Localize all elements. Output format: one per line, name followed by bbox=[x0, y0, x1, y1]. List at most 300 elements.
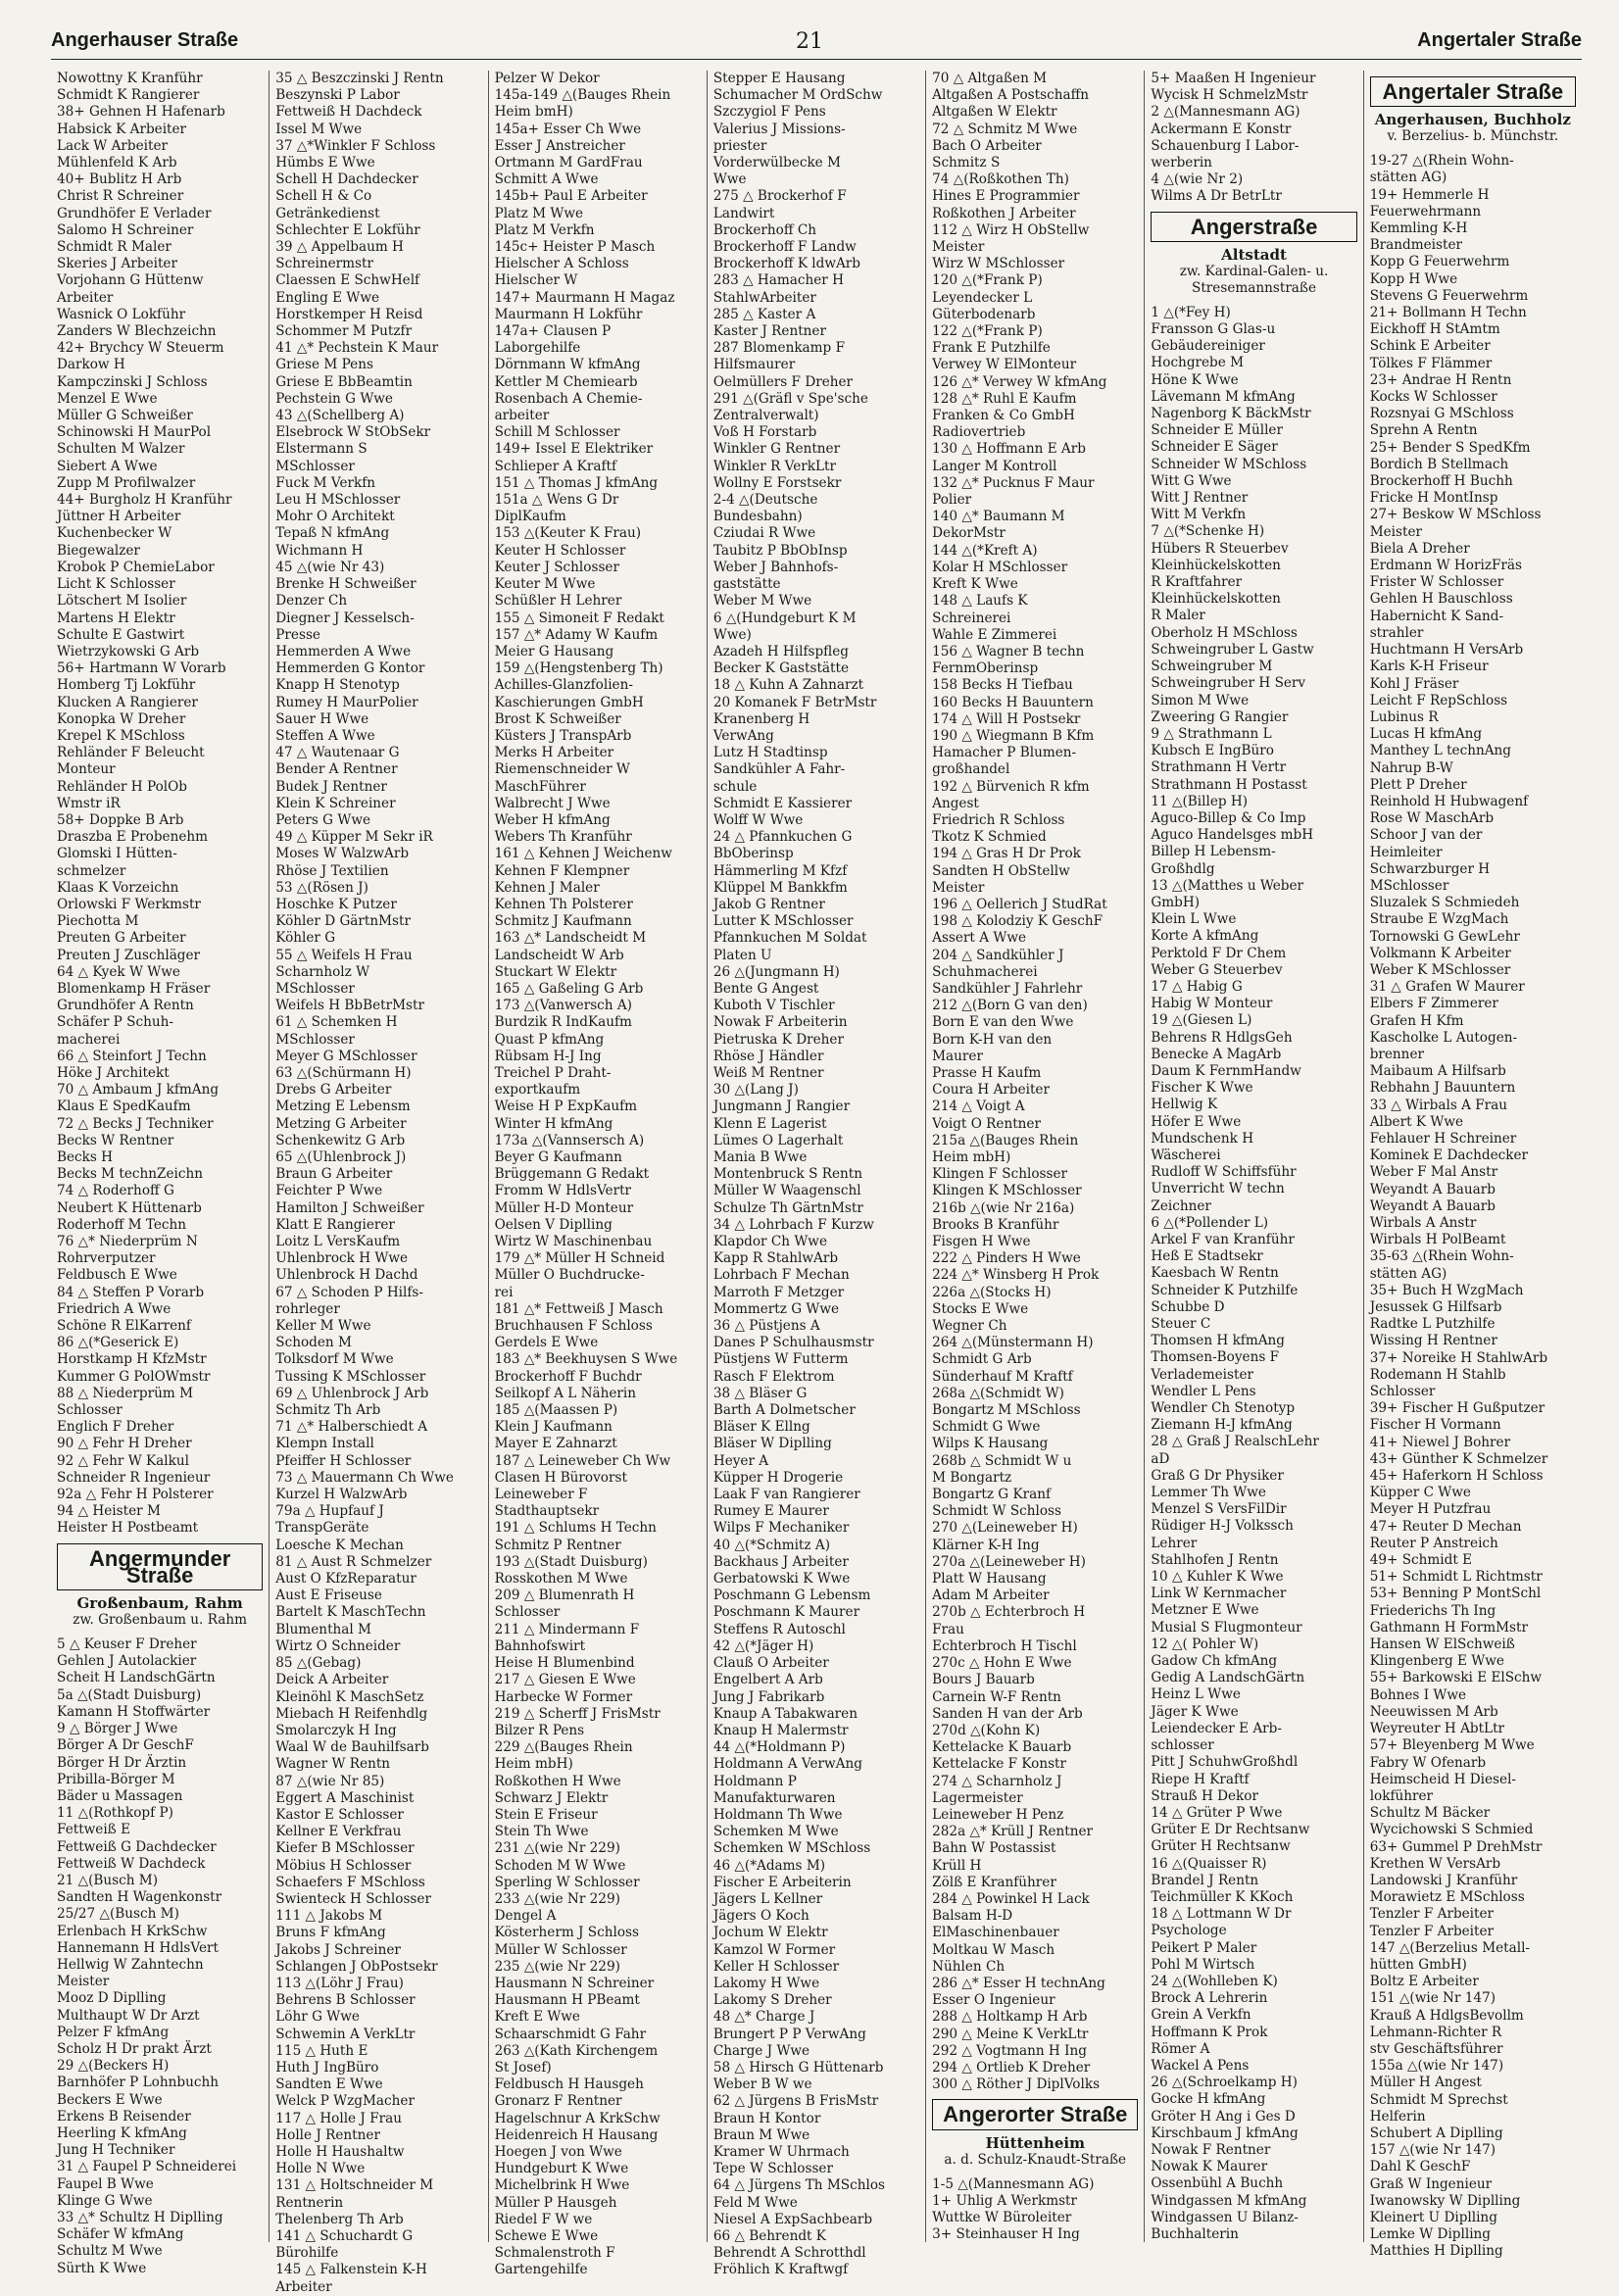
directory-entry: Loesche K Mechan bbox=[275, 1537, 404, 1553]
directory-entry: 284 △ Powinkel H Lack bbox=[932, 1890, 1090, 1907]
directory-entry: Rodemann H Stahlb bbox=[1369, 1366, 1506, 1383]
directory-entry: Klingen K MSchlosser bbox=[932, 1183, 1082, 1199]
directory-entry: Küsters J TranspArb bbox=[494, 727, 632, 744]
directory-entry: Fröhlich K Kraftwgf bbox=[712, 2262, 849, 2278]
directory-entry: Bongartz M MSchloss bbox=[932, 1402, 1081, 1419]
directory-entry: 219 △ Scherff J FrisMstr bbox=[494, 1705, 661, 1722]
directory-entry: Musial S Flugmonteur bbox=[1151, 1619, 1302, 1636]
directory-entry: Kettler M Chemiearb bbox=[494, 373, 638, 390]
directory-entry: 33 △* Schultz H Diplling bbox=[57, 2209, 223, 2225]
directory-entry: Wuttke W Büroleiter bbox=[932, 2209, 1072, 2225]
directory-entry: 73 △ Mauermann Ch Wwe bbox=[275, 1469, 454, 1486]
directory-entry: 270c △ Hohn E Wwe bbox=[932, 1655, 1072, 1672]
directory-entry: M Bongartz bbox=[932, 1469, 1012, 1486]
directory-entry: Wilms A Dr BetrLtr bbox=[1151, 188, 1282, 205]
directory-entry: Grundhöfer E Verlader bbox=[57, 205, 212, 221]
directory-entry: Kamzol W Former bbox=[712, 1941, 836, 1958]
directory-entry: 161 △ Kehnen J Weichenw bbox=[494, 846, 672, 862]
directory-entry: Klatt E Rangierer bbox=[275, 1216, 395, 1233]
directory-entry: 5+ Maaßen H Ingenieur bbox=[1151, 71, 1316, 86]
directory-entry: Mooz D Diplling bbox=[57, 1990, 167, 2007]
directory-entry: Strathmann H Vertr bbox=[1151, 759, 1287, 776]
directory-entry: 270 △(Leineweber H) bbox=[932, 1520, 1078, 1537]
directory-entry: Schemken W MSchloss bbox=[712, 1840, 871, 1857]
directory-entry: 40+ Bublitz H Arb bbox=[57, 171, 182, 188]
directory-entry: Elstermann S bbox=[275, 441, 368, 458]
directory-entry: Kuchenbecker W bbox=[57, 525, 172, 542]
directory-entry: Zanders W Blechzeichn bbox=[57, 323, 217, 340]
directory-entry: Feldbusch H Hausgeh bbox=[494, 2076, 644, 2093]
directory-entry: Bohnes I Wwe bbox=[1369, 1686, 1467, 1703]
directory-entry: 21 △(Busch M) bbox=[57, 1872, 159, 1888]
directory-entry: Schultz M Bäcker bbox=[1369, 1805, 1491, 1822]
directory-entry: Frau bbox=[932, 1621, 964, 1637]
directory-entry: Gerdels E Wwe bbox=[494, 1335, 599, 1351]
directory-entry: Hielscher W bbox=[494, 272, 578, 289]
directory-entry: 191 △ Schlums H Techn bbox=[494, 1520, 657, 1537]
directory-entry: Loitz L VersKaufm bbox=[275, 1234, 401, 1250]
directory-entry: Klärner K-H Ing bbox=[932, 1537, 1040, 1553]
directory-entry: 147+ Maurmann H Magaz bbox=[494, 289, 675, 306]
directory-entry: arbeiter bbox=[494, 408, 550, 424]
directory-entry: Hochgrebe M bbox=[1151, 355, 1245, 371]
directory-entry: 4 △(wie Nr 2) bbox=[1151, 171, 1244, 188]
directory-entry: Platz M Wwe bbox=[494, 205, 583, 221]
directory-entry: Englich F Dreher bbox=[57, 1419, 174, 1436]
directory-entry: Schoden M bbox=[275, 1335, 352, 1351]
directory-entry: Wegner Ch bbox=[932, 1318, 1007, 1335]
directory-entry: Psychologe bbox=[1151, 1923, 1227, 1939]
directory-entry: 76 △* Niederprüm N bbox=[57, 1234, 198, 1250]
directory-entry: 41+ Niewel J Bohrer bbox=[1369, 1434, 1511, 1450]
directory-entry: 42 △(*Jäger H) bbox=[712, 1637, 814, 1654]
directory-entry: Klucken A Rangierer bbox=[57, 694, 198, 710]
directory-entry: stv Geschäftsführer bbox=[1369, 2040, 1503, 2057]
directory-entry: Metzner E Wwe bbox=[1151, 1602, 1259, 1619]
directory-entry: 42+ Brychcy W Steuerm bbox=[57, 340, 224, 357]
directory-entry: 79a △ Hupfauf J bbox=[275, 1503, 384, 1520]
directory-entry: Bahn W Postassist bbox=[932, 1840, 1056, 1857]
directory-entry: Braun M Wwe bbox=[712, 2126, 810, 2143]
directory-entry: 187 △ Leineweber Ch Ww bbox=[494, 1452, 671, 1469]
directory-entry: Kascholke L Autogen- bbox=[1369, 1029, 1518, 1046]
directory-entry: Rumey H MaurPolier bbox=[275, 694, 418, 710]
directory-entry: Becks W Rentner bbox=[57, 1132, 174, 1148]
directory-entry: Brüggemann G Redakt bbox=[494, 1166, 650, 1183]
directory-entry: Hoschke K Putzer bbox=[275, 896, 397, 912]
directory-entry: Hamilton J Schweißer bbox=[275, 1199, 424, 1216]
directory-entry: 275 △ Brockerhof F bbox=[712, 188, 847, 205]
directory-entry: Schmalenstroth F bbox=[494, 2245, 615, 2262]
directory-entry: Feichter P Wwe bbox=[275, 1183, 383, 1199]
directory-entry: Wycisk H SchmelzMstr bbox=[1151, 87, 1308, 104]
directory-entry: 283 △ Hamacher H bbox=[712, 272, 844, 289]
directory-entry: 24 △ Pfannkuchen G bbox=[712, 829, 853, 846]
directory-entry: Zentralverwalt) bbox=[712, 408, 819, 424]
directory-entry: Blumenthal M bbox=[275, 1621, 371, 1637]
directory-entry: Keuter J Schlosser bbox=[494, 559, 619, 575]
directory-entry: Heister H Postbeamt bbox=[57, 1520, 199, 1537]
directory-entry: Zölß E Kranführer bbox=[932, 1874, 1056, 1890]
directory-entry: Schweingruber L Gastw bbox=[1151, 641, 1314, 658]
directory-entry: Roßkothen H Wwe bbox=[494, 1773, 621, 1789]
directory-entry: Kummer G PolOWmstr bbox=[57, 1368, 211, 1385]
directory-entry: Huchtmann H VersArb bbox=[1369, 642, 1524, 659]
directory-entry: Faupel B Wwe bbox=[57, 2175, 154, 2192]
directory-entry: 290 △ Meine K VerkLtr bbox=[932, 2026, 1089, 2042]
directory-entry: Heimscheid H Diesel- bbox=[1369, 1771, 1517, 1787]
directory-entry: Hagelschnur A KrkSchw bbox=[494, 2110, 661, 2126]
directory-entry: 55+ Barkowski E ElSchw bbox=[1369, 1670, 1543, 1686]
directory-entry: Lehmann-Richter R bbox=[1369, 2024, 1502, 2040]
directory-entry: Lemmer Th Wwe bbox=[1151, 1485, 1266, 1501]
directory-entry: Darkow H bbox=[57, 357, 125, 373]
directory-entry: 41 △* Pechstein K Maur bbox=[275, 340, 439, 357]
directory-entry: 6 △(*Pollender L) bbox=[1151, 1214, 1269, 1231]
directory-entry: Kastor E Schlosser bbox=[275, 1806, 404, 1823]
directory-entry: Lehrer bbox=[1151, 1535, 1198, 1551]
directory-entry: 53+ Benning P MontSchl bbox=[1369, 1586, 1542, 1602]
directory-entry: 26 △(Schroelkamp H) bbox=[1151, 2075, 1298, 2091]
directory-entry: Kehnen Th Polsterer bbox=[494, 896, 633, 912]
directory-entry: Schmitt A Wwe bbox=[494, 171, 599, 188]
directory-entry: Scheit H LandschGärtn bbox=[57, 1670, 216, 1686]
directory-entry: Fischer E Arbeiterin bbox=[712, 1874, 852, 1890]
directory-entry: Aguco-Billep & Co Imp bbox=[1151, 809, 1306, 826]
column-6 bbox=[1145, 71, 1363, 2242]
column-5 bbox=[926, 71, 1145, 2242]
directory-entry: Wirz W MSchlosser bbox=[932, 256, 1065, 272]
directory-entry: Kuboth V Tischler bbox=[712, 998, 835, 1014]
directory-entry: Griese E BbBeamtin bbox=[275, 373, 413, 390]
directory-entry: schule bbox=[712, 778, 758, 795]
directory-entry: Schwarzburger H bbox=[1369, 860, 1491, 877]
directory-entry: FernmOberinsp bbox=[932, 660, 1039, 677]
directory-entry: Oelmüllers F Dreher bbox=[712, 373, 854, 390]
directory-entry: Holle J Rentner bbox=[275, 2126, 380, 2143]
directory-entry: Schoden M W Wwe bbox=[494, 1857, 626, 1874]
directory-entry: Sperling W Schlosser bbox=[494, 1874, 640, 1890]
directory-entry: Balsam H-D bbox=[932, 1908, 1013, 1925]
directory-entry: stätten AG) bbox=[1369, 1265, 1447, 1282]
directory-entry: Burdzik R IndKaufm bbox=[494, 1014, 632, 1031]
directory-entry: Hemmerden A Wwe bbox=[275, 643, 412, 659]
directory-entry: 29 △(Beckers H) bbox=[57, 2058, 170, 2075]
directory-entry: Müller W Schlosser bbox=[494, 1941, 627, 1958]
directory-entry: Matthies H Diplling bbox=[1369, 2243, 1503, 2260]
directory-entry: Strauß H Dekor bbox=[1151, 1787, 1258, 1804]
directory-entry: Klaus E SpedKaufm bbox=[57, 1099, 191, 1115]
directory-entry: Niesel A ExpSachbearb bbox=[712, 2211, 873, 2227]
directory-entry: Brockerhoff Ch bbox=[712, 221, 816, 238]
directory-entry: 19-27 △(Rhein Wohn- bbox=[1369, 153, 1514, 170]
directory-entry: MaschFührer bbox=[494, 778, 586, 795]
directory-entry: Hübers R Steuerbev bbox=[1151, 540, 1289, 557]
directory-entry: 151a △ Wens G Dr bbox=[494, 492, 619, 509]
directory-entry: Karls K-H Friseur bbox=[1369, 659, 1489, 675]
directory-entry: 151 △(wie Nr 147) bbox=[1369, 1990, 1496, 2007]
directory-entry: Manthey L technAng bbox=[1369, 743, 1511, 759]
directory-entry: Seilkopf A L Näherin bbox=[494, 1385, 636, 1401]
directory-entry: Rehländer F Beleucht bbox=[57, 745, 205, 761]
directory-entry: Wissing H Rentner bbox=[1369, 1333, 1497, 1349]
directory-entry: 224 △* Winsberg H Prok bbox=[932, 1267, 1100, 1284]
directory-entry: Hellwig K bbox=[1151, 1097, 1218, 1113]
directory-entry: Winkler G Rentner bbox=[712, 441, 841, 458]
directory-entry: Brenke H Schweißer bbox=[275, 576, 417, 593]
directory-entry: 88 △ Niederprüm M bbox=[57, 1385, 194, 1401]
directory-entry: Holdmann P bbox=[712, 1773, 797, 1789]
directory-entry: Klingen F Schlosser bbox=[932, 1166, 1068, 1183]
directory-entry: 132 △* Pucknus F Maur bbox=[932, 474, 1095, 491]
directory-entry: Meyer H Putzfrau bbox=[1369, 1501, 1492, 1518]
directory-entry: Budek J Rentner bbox=[275, 778, 387, 795]
directory-entry: Langer M Kontroll bbox=[932, 458, 1057, 474]
directory-entry: Rudloff W Schiffsführ bbox=[1151, 1164, 1297, 1181]
directory-entry: Esser O Ingenieur bbox=[932, 1992, 1055, 2009]
directory-entry: St Josef) bbox=[494, 2059, 552, 2076]
directory-entry: Rhöse J Textilien bbox=[275, 862, 389, 879]
directory-entry: Heimleiter bbox=[1369, 844, 1443, 860]
directory-entry: Kominek E Dachdecker bbox=[1369, 1148, 1529, 1164]
directory-entry: Lack W Arbeiter bbox=[57, 137, 169, 154]
directory-entry: 37+ Noreike H StahlwArb bbox=[1369, 1349, 1548, 1366]
directory-entry: Bundesbahn) bbox=[712, 509, 803, 525]
directory-entry: Witt G Wwe bbox=[1151, 472, 1232, 489]
directory-entry: Meier G Hausang bbox=[494, 643, 614, 659]
street-heading: Angertaler Straße bbox=[1370, 76, 1576, 107]
directory-entry: Frister W Schlosser bbox=[1369, 574, 1504, 591]
directory-entry: Echterbroch H Tischl bbox=[932, 1637, 1077, 1654]
directory-entry: Schneider K Putzhilfe bbox=[1151, 1282, 1299, 1298]
directory-entry: 192 △ Bürvenich R kfm bbox=[932, 778, 1090, 795]
directory-entry: Ortmann M GardFrau bbox=[494, 155, 643, 171]
directory-entry: Landowski J Kranführ bbox=[1369, 1872, 1518, 1888]
directory-entry: Feld M Wwe bbox=[712, 2194, 798, 2211]
directory-entry: Boltz E Arbeiter bbox=[1369, 1974, 1479, 1990]
directory-entry: Gebäudereiniger bbox=[1151, 338, 1265, 355]
directory-entry: Orlowski F Werkmstr bbox=[57, 896, 201, 912]
directory-entry: Arbeiter bbox=[57, 289, 114, 306]
directory-entry: 45+ Haferkorn H Schloss bbox=[1369, 1468, 1544, 1485]
directory-entry: Klüppel M Bankkfm bbox=[712, 879, 848, 896]
directory-entry: Kiefer B MSchlosser bbox=[275, 1840, 415, 1857]
directory-entry: Jakobs J Schreiner bbox=[275, 1941, 401, 1958]
directory-entry: Morawietz E MSchloss bbox=[1369, 1889, 1525, 1906]
directory-entry: Müller H-D Monteur bbox=[494, 1199, 634, 1216]
directory-entry: Schenkewitz G Arb bbox=[275, 1132, 406, 1148]
directory-entry: 185 △(Maassen P) bbox=[494, 1402, 618, 1419]
directory-entry: 2-4 △(Deutsche bbox=[712, 492, 818, 509]
directory-entry: Lävemann M kfmAng bbox=[1151, 388, 1296, 405]
directory-entry: Salomo H Schreiner bbox=[57, 221, 194, 238]
directory-entry: Nahrup B-W bbox=[1369, 759, 1453, 776]
directory-entry: Schreinerei bbox=[932, 610, 1011, 626]
directory-entry: Peikert P Maler bbox=[1151, 1939, 1257, 1956]
directory-entry: Kaesbach W Rentn bbox=[1151, 1265, 1279, 1282]
directory-entry: Klapdor Ch Wwe bbox=[712, 1234, 827, 1250]
street-range: a. d. Schulz-Knaudt-Straße bbox=[944, 2151, 1127, 2168]
directory-entry: Güterbodenarb bbox=[932, 306, 1036, 322]
directory-entry: Adam M Arbeiter bbox=[932, 1588, 1050, 1604]
directory-entry: brenner bbox=[1369, 1046, 1424, 1062]
directory-entry: MSchlosser bbox=[275, 1031, 355, 1048]
directory-entry: Arbeiter bbox=[275, 2278, 332, 2295]
directory-entry: 70 △ Ambaum J kfmAng bbox=[57, 1082, 220, 1099]
directory-entry: Leicht F RepSchloss bbox=[1369, 692, 1508, 708]
directory-entry: 72 △ Becks J Techniker bbox=[57, 1115, 214, 1132]
directory-entry: Korte A kfmAng bbox=[1151, 928, 1259, 945]
directory-entry: Höne K Wwe bbox=[1151, 371, 1239, 388]
directory-entry: 115 △ Huth E bbox=[275, 2042, 368, 2059]
directory-entry: 87 △(wie Nr 85) bbox=[275, 1773, 385, 1789]
directory-entry: 2 △(Mannesmann AG) bbox=[1151, 104, 1300, 121]
directory-entry: Deick A Arbeiter bbox=[275, 1672, 389, 1688]
directory-entry: Schlieper A Kraftf bbox=[494, 458, 616, 474]
directory-entry: Heise H Blumenbind bbox=[494, 1655, 635, 1672]
directory-entry: Sanden H van der Arb bbox=[932, 1705, 1083, 1722]
directory-entry: Weyandt A Bauarb bbox=[1369, 1181, 1496, 1197]
directory-entry: Welck P WzgMacher bbox=[275, 2093, 415, 2110]
directory-entry: Löhr G Wwe bbox=[275, 2009, 360, 2026]
directory-entry: Wilps F Mechaniker bbox=[712, 1520, 850, 1537]
directory-entry: Sünderhauf M Kraftf bbox=[932, 1368, 1073, 1385]
directory-entry: Claessen E SchwHelf bbox=[275, 272, 420, 289]
directory-entry: 193 △(Stadt Duisburg) bbox=[494, 1553, 648, 1570]
directory-entry: Altgaßen W Elektr bbox=[932, 104, 1057, 121]
directory-entry: StahlwArbeiter bbox=[712, 289, 816, 306]
directory-entry: Gocke H kfmAng bbox=[1151, 2091, 1266, 2108]
directory-entry: Eggert A Maschinist bbox=[275, 1789, 415, 1806]
directory-entry: 156 △ Wagner B techn bbox=[932, 643, 1085, 659]
directory-entry: Konopka W Dreher bbox=[57, 710, 186, 727]
directory-entry: Lutter K MSchlosser bbox=[712, 913, 854, 930]
directory-entry: Peters G Wwe bbox=[275, 811, 370, 828]
directory-entry: Cziudai R Wwe bbox=[712, 525, 816, 542]
directory-entry: 40 △(*Schmitz A) bbox=[712, 1537, 831, 1553]
directory-entry: Krüll H bbox=[932, 1857, 982, 1874]
directory-entry: Schüßler H Lehrer bbox=[494, 593, 622, 610]
directory-entry: 112 △ Wirz H ObStellw bbox=[932, 221, 1090, 238]
directory-entry: Maibaum A Hilfsarb bbox=[1369, 1063, 1506, 1080]
directory-entry: Holdmann A VerwAng bbox=[712, 1756, 862, 1773]
directory-entry: stätten AG) bbox=[1369, 170, 1447, 186]
directory-entry: Schmidt M Sprechst bbox=[1369, 2091, 1508, 2108]
directory-entry: Draszba E Probenehm bbox=[57, 829, 209, 846]
directory-entry: 5 △ Keuser F Dreher bbox=[57, 1637, 197, 1653]
directory-entry: Grafen H Kfm bbox=[1369, 1012, 1464, 1029]
directory-entry: Prasse H Kaufm bbox=[932, 1064, 1042, 1081]
directory-entry: Schulten M Walzer bbox=[57, 441, 185, 458]
directory-entry: Fransson G Glas-u bbox=[1151, 321, 1276, 338]
directory-entry: Neeuwissen M Arb bbox=[1369, 1703, 1498, 1720]
directory-entry: Jochum W Elektr bbox=[712, 1925, 828, 1941]
directory-entry: Voß H Forstarb bbox=[712, 424, 817, 441]
directory-entry: Habig W Monteur bbox=[1151, 996, 1273, 1012]
directory-entry: Elsebrock W StObSekr bbox=[275, 424, 431, 441]
directory-entry: Schlosser bbox=[57, 1402, 123, 1419]
directory-entry: Frank E Putzhilfe bbox=[932, 340, 1051, 357]
directory-entry: Püstjens W Futterm bbox=[712, 1351, 849, 1368]
directory-entry: Helferin bbox=[1369, 2108, 1426, 2125]
directory-entry: Brooks B Kranführ bbox=[932, 1216, 1059, 1233]
street-district: Hüttenheim bbox=[985, 2133, 1085, 2152]
directory-entry: 282a △* Krüll J Rentner bbox=[932, 1824, 1094, 1840]
directory-entry: Gehlen J Autolackier bbox=[57, 1653, 197, 1670]
directory-entry: Waal W de Bauhilfsarb bbox=[275, 1739, 429, 1756]
directory-entry: Rohrverputzer bbox=[57, 1250, 156, 1267]
directory-entry: Treichel P Draht- bbox=[494, 1064, 612, 1081]
directory-entry: Volkmann K Arbeiter bbox=[1369, 945, 1511, 961]
directory-entry: Klempn Install bbox=[275, 1436, 374, 1452]
directory-entry: Gerbatowski K Wwe bbox=[712, 1571, 851, 1588]
directory-entry: Kopp H Wwe bbox=[1369, 270, 1458, 287]
directory-entry: hütten GmbH) bbox=[1369, 1956, 1467, 1973]
directory-entry: 11 △(Billep H) bbox=[1151, 793, 1249, 809]
directory-entry: Rhöse J Händler bbox=[712, 1048, 824, 1064]
directory-entry: Moses W WalzwArb bbox=[275, 846, 410, 862]
directory-entry: Klaas K Vorzeichn bbox=[57, 879, 179, 896]
directory-entry: Erkens B Reisender bbox=[57, 2108, 191, 2125]
directory-entry: Uhlenbrock H Wwe bbox=[275, 1250, 409, 1267]
directory-entry: Krauß A HdlgsBevollm bbox=[1369, 2007, 1524, 2024]
directory-entry: Monteur bbox=[57, 761, 116, 778]
directory-entry: Schaefers F MSchloss bbox=[275, 1874, 425, 1890]
directory-entry: Tkotz K Schmied bbox=[932, 829, 1047, 846]
directory-entry: Schweingruber H Serv bbox=[1151, 675, 1306, 692]
directory-entry: Rosskothen M Wwe bbox=[494, 1571, 628, 1588]
directory-entry: Aguco Handelsges mbH bbox=[1151, 827, 1314, 844]
directory-entry: Jung J Fabrikarb bbox=[712, 1688, 825, 1705]
directory-entry: Schneider E Müller bbox=[1151, 422, 1283, 439]
directory-entry: 56+ Hartmann W Vorarb bbox=[57, 660, 226, 677]
directory-entry: 12 △( Pohler W) bbox=[1151, 1636, 1259, 1652]
directory-entry: Nagenborg K BäckMstr bbox=[1151, 406, 1311, 422]
directory-entry: 47+ Reuter D Mechan bbox=[1369, 1518, 1522, 1535]
directory-entry: 158 Becks H Tiefbau bbox=[932, 677, 1073, 694]
directory-entry: 120 △(*Frank P) bbox=[932, 272, 1043, 289]
directory-entry: 163 △* Landscheidt M bbox=[494, 930, 647, 947]
directory-entry: Kehnen J Maler bbox=[494, 879, 600, 896]
directory-entry: Maurer bbox=[932, 1048, 983, 1064]
directory-entry: Keller M Wwe bbox=[275, 1318, 371, 1335]
directory-entry: gaststätte bbox=[712, 576, 781, 593]
directory-entry: Neubert K Hüttenarb bbox=[57, 1199, 202, 1216]
directory-entry: Lakomy S Dreher bbox=[712, 1992, 832, 2009]
directory-entry: schlosser bbox=[1151, 1737, 1214, 1754]
directory-entry: Blomenkamp H Fräser bbox=[57, 980, 211, 997]
directory-entry: Rose W MaschArb bbox=[1369, 810, 1495, 827]
directory-entry: Platen U bbox=[712, 947, 772, 963]
directory-entry: Lümes O Lagerhalt bbox=[712, 1132, 844, 1148]
directory-entry: Kettelacke F Konstr bbox=[932, 1756, 1067, 1773]
directory-entry: Zeichner bbox=[1151, 1197, 1211, 1214]
directory-entry: Weyandt A Bauarb bbox=[1369, 1197, 1496, 1214]
directory-entry: Heß E Stadtsekr bbox=[1151, 1248, 1263, 1265]
directory-entry: Schäfer P Schuh- bbox=[57, 1014, 173, 1031]
directory-entry: Riepe H Kraftf bbox=[1151, 1771, 1250, 1787]
directory-entry: Brockerhoff H Buchh bbox=[1369, 473, 1513, 490]
directory-entry: Klein J Kaufmann bbox=[494, 1419, 613, 1436]
directory-entry: DiplKaufm bbox=[494, 509, 566, 525]
directory-entry: Habernicht K Sand- bbox=[1369, 608, 1504, 624]
directory-entry: 173a △(Vannsersch A) bbox=[494, 1132, 645, 1148]
directory-entry: Meyer G MSchlosser bbox=[275, 1048, 417, 1064]
directory-entry: 1-5 △(Mannesmann AG) bbox=[932, 2175, 1095, 2192]
directory-entry: MSchlosser bbox=[275, 980, 355, 997]
directory-entry: Müller G Schweißer bbox=[57, 408, 193, 424]
directory-entry: 268a △(Schmidt W) bbox=[932, 1385, 1064, 1401]
